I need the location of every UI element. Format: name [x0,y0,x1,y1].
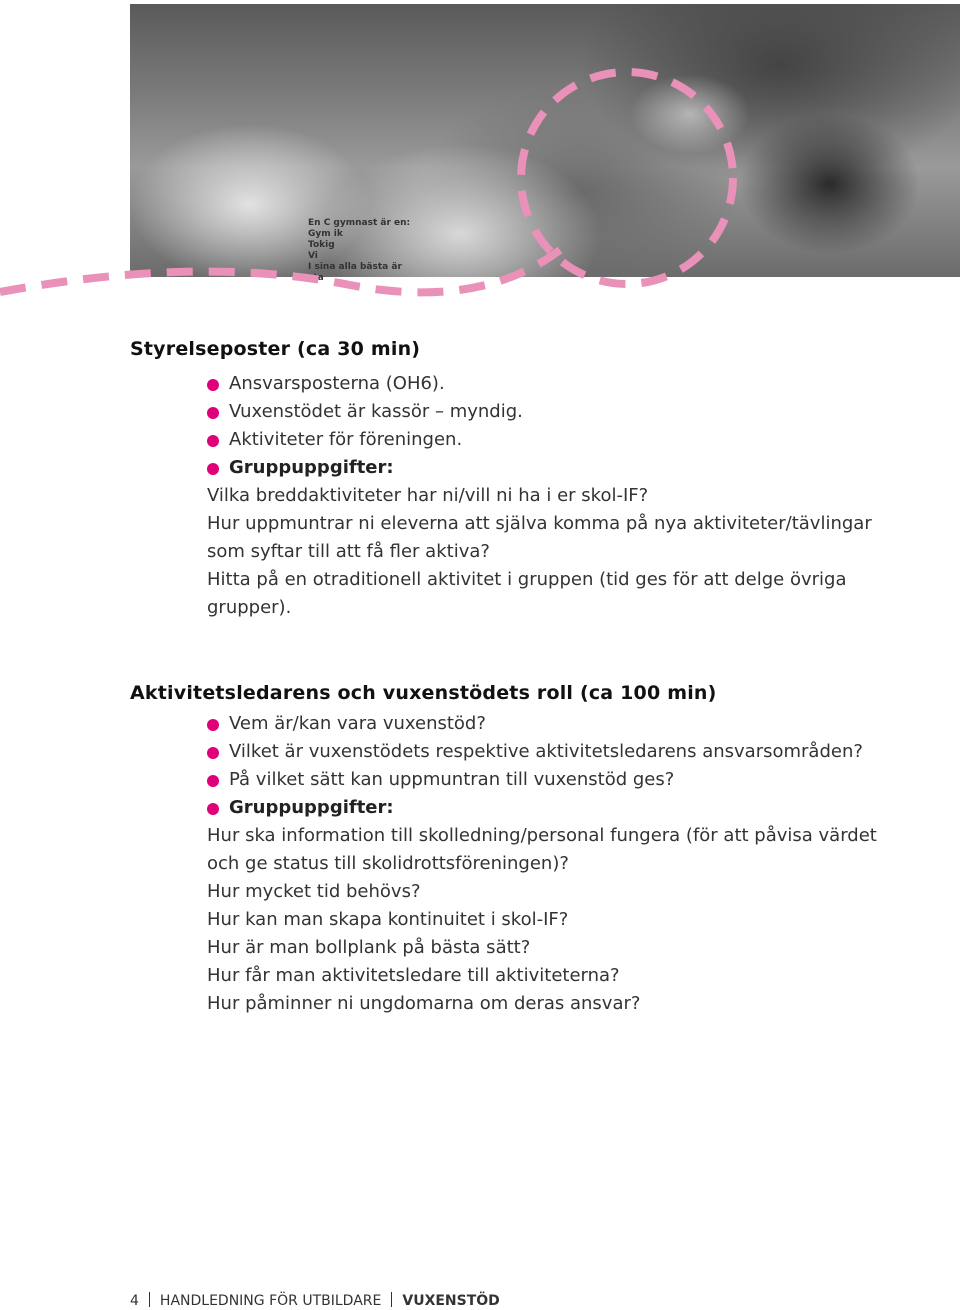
text-line: Hur kan man skapa kontinuitet i skol-IF? [207,909,569,930]
list-item: Vem är/kan vara vuxenstöd? [207,710,877,738]
bullet-dot-icon [207,435,219,447]
text-line: och ge status till skolidrottsföreningen)? [207,853,569,874]
section-heading-styrelseposter: Styrelseposter (ca 30 min) [130,338,421,360]
footer-divider [149,1292,150,1307]
text-line: grupper). [207,597,292,618]
list-item: Vuxenstödet är kassör – myndig. [207,398,872,426]
section-styrelseposter-list [207,370,872,622]
footer-divider [391,1292,392,1307]
header-photo [130,4,960,283]
footer-subtitle: VUXENSTÖD [402,1293,500,1309]
shirt-print-text: En C gymnast är en: Gym ik Tokig Vi I sina alla bästa är sta [308,218,411,283]
list-item: Aktiviteter för föreningen. [207,426,872,454]
page-number: 4 [130,1293,139,1309]
text-line: Hur mycket tid behövs? [207,881,421,902]
footer-title: HANDLEDNING FÖR UTBILDARE [159,1293,382,1309]
bullet-dot-icon [207,463,219,475]
text-line: Hur får man aktivitetsledare till aktiviteterna? [207,965,620,986]
list-item: Vilket är vuxenstödets respektive aktivitetsledarens ansvarsområden? [207,738,877,766]
bullet-dot-icon [207,407,219,419]
text-line: Hur uppmuntrar ni eleverna att själva komma på nya aktiviteter/tävlingar [207,513,872,534]
bullet-dot-icon [207,719,219,731]
text-line: som syftar till att få fler aktiva? [207,541,490,562]
section-heading-aktivitetsledare: Aktivitetsledarens och vuxenstödets roll (ca 100 min) [130,682,717,704]
bullet-dot-icon [207,775,219,787]
bullet-dot-icon [207,379,219,391]
text-line: Hur påminner ni ungdomarna om deras ansvar? [207,993,641,1014]
text-line: Hur är man bollplank på bästa sätt? [207,937,531,958]
text-line: Vilka breddaktiviteter har ni/vill ni ha i er skol-IF? [207,485,649,506]
text-line: Hur ska information till skolledning/personal fungera (för att påvisa värdet [207,825,877,846]
section-aktivitetsledare-list [207,710,877,1018]
bullet-dot-icon [207,803,219,815]
list-item: Gruppuppgifter: [207,454,872,482]
bullet-dot-icon [207,747,219,759]
text-line: Hitta på en otraditionell aktivitet i gruppen (tid ges för att delge övriga [207,569,847,590]
list-item: Gruppuppgifter: [207,794,877,822]
list-item: På vilket sätt kan uppmuntran till vuxenstöd ges? [207,766,877,794]
page-footer [130,1292,500,1309]
list-item: Ansvarsposterna (OH6). [207,370,872,398]
